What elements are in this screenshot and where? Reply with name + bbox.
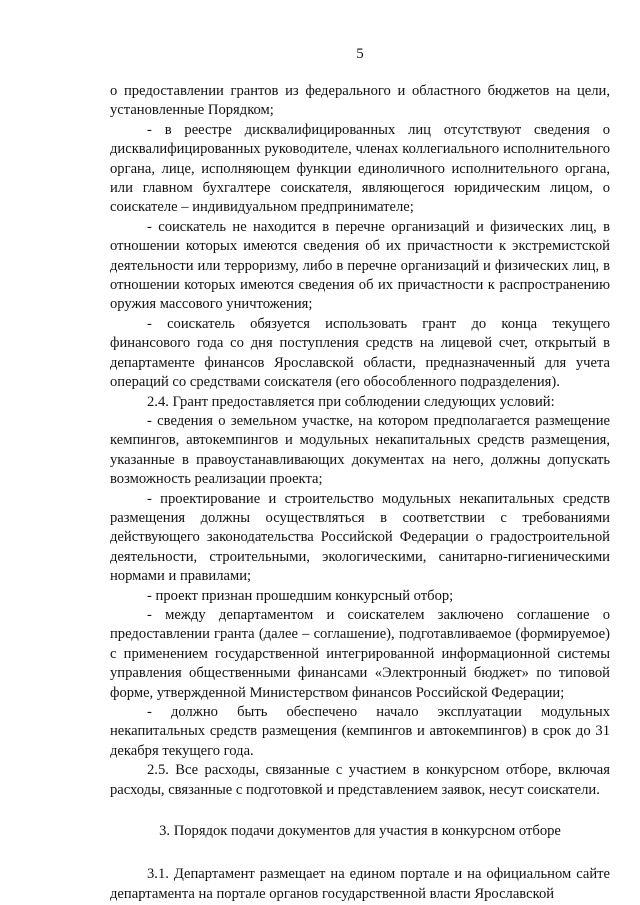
paragraph-disqualified-registry: - в реестре дисквалифицированных лиц отсутствуют сведения о дисквалифицированных руководителе, членах коллегиального исполнительного органа, лице, исполняющем функции единоличного исполнительного органа, или главном бухгалтере соискателя, являющегося юридическим лицом, о соискателе – индивидуальном предпринимателе;: [110, 121, 610, 216]
paragraph-grants-purpose: о предоставлении грантов из федерального и областного бюджетов на цели, установленные Порядком;: [110, 83, 610, 119]
paragraph-project-selected: - проект признан прошедшим конкурсный отбор;: [147, 587, 454, 604]
section-title: 3. Порядок подачи документов для участия в конкурсном отборе: [159, 823, 561, 840]
paragraph-land-plot: - сведения о земельном участке, на котором предполагается размещение кемпингов, автокемпингов и модульных некапитальных средств размещения, указанные в правоустанавливающих документах на него, должны допускать возможность реализации проекта;: [110, 412, 610, 488]
page-number: 5: [356, 46, 364, 62]
paragraph-operation-start: - должно быть обеспечено начало эксплуатации модульных некапитальных средств размещения (кемпингов и автокемпингов) в срок до 31 декабря текущего года.: [110, 704, 610, 759]
document-body: [110, 82, 610, 904]
paragraph-agreement: - между департаментом и соискателем заключено соглашение о предоставлении гранта (далее – соглашение), подготавливаемое (формируемое) с применением государственной интегрированной информационной системы управления общественными финансами «Электронный бюджет» по типовой форме, утвержденной Министерством финансов Российской Федерации;: [110, 606, 610, 701]
paragraph-clause-2-5: 2.5. Все расходы, связанные с участием в конкурсном отборе, включая расходы, связанные с подготовкой и представлением заявок, несут соискатели.: [110, 762, 610, 798]
paragraph-clause-3-1: 3.1. Департамент размещает на едином портале и на официальном сайте департамента на портале органов государственной власти Ярославской: [110, 866, 610, 902]
paragraph-extremism-list: - соискатель не находится в перечне организаций и физических лиц, в отношении которых имеются сведения об их причастности к экстремистской деятельности или терроризму, либо в перечне организаций и физических лиц, в отношении которых имеются сведения об их причастности к распространению оружия массового уничтожения;: [110, 218, 610, 313]
paragraph-construction-requirements: - проектирование и строительство модульных некапитальных средств размещения должны осуществляться в соответствии с требованиями действующего законодательства Российской Федерации о градостроительной деятельности, строительными, экологическими, санитарно-гигиеническими нормами и правилами;: [110, 490, 610, 585]
paragraph-grant-use-commitment: - соискатель обязуется использовать грант до конца текущего финансового года со дня поступления средств на лицевой счет, открытый в департаменте финансов Ярославской области, предназначенный для учета операций со средствами соискателя (его обособленного подразделения).: [110, 315, 610, 391]
paragraph-clause-2-4: 2.4. Грант предоставляется при соблюдении следующих условий:: [147, 393, 555, 410]
